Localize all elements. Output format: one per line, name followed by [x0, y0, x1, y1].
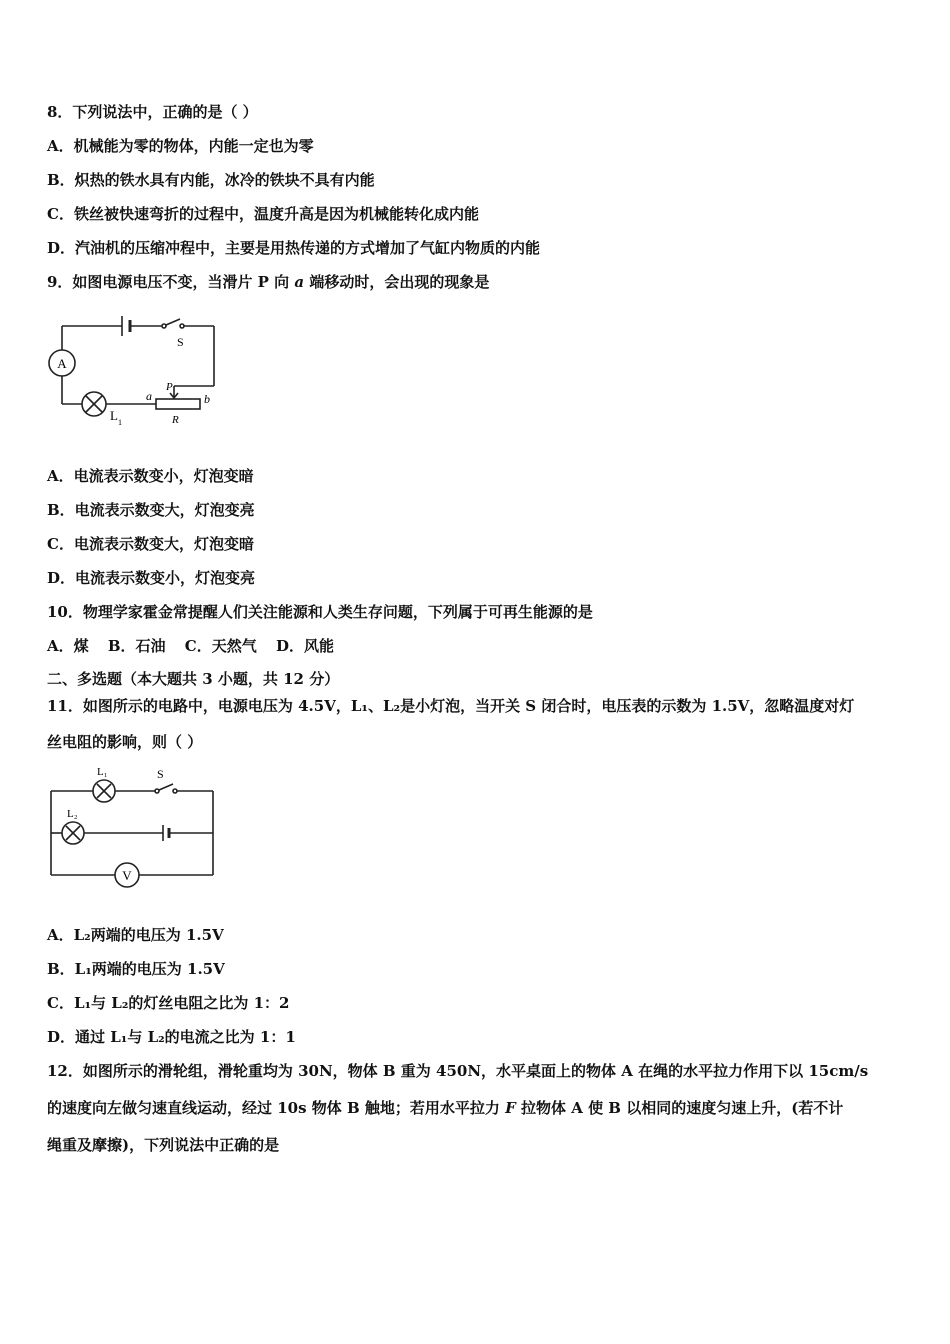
q9-ammeter-label: A [57, 356, 67, 371]
q12-line2-italic: F [505, 1099, 516, 1117]
q9-resistor-label: R [172, 414, 179, 426]
q8-stem: 8．下列说法中，正确的是（ ） [47, 103, 258, 121]
q8-option-d: D．汽油机的压缩冲程中，主要是用热传递的方式增加了气缸内物质的内能 [47, 239, 541, 257]
q11-switch-label: S [157, 767, 164, 781]
q9-option-c: C．电流表示数变大，灯泡变暗 [47, 535, 254, 553]
q8-option-c: C．铁丝被快速弯折的过程中，温度升高是因为机械能转化成内能 [47, 205, 479, 223]
q12-line2-suffix: 拉物体 A 使 B 以相同的速度匀速上升，(若不计 [515, 1099, 844, 1117]
q10-option-c: C．天然气 [184, 637, 257, 655]
q9-slider-label: P [166, 381, 173, 393]
q11-option-d: D．通过 L₁与 L₂的电流之比为 1：1 [47, 1028, 296, 1046]
q11-l2-label: L₂ [67, 808, 78, 820]
q11-stem-line1: 11．如图所示的电路中，电源电压为 4.5V，L₁、L₂是小灯泡，当开关 S 闭合时，电压表的示数为 1.5V，忽略温度对灯 [47, 697, 855, 715]
q9-circuit-figure [44, 306, 224, 432]
q11-option-c: C．L₁与 L₂的灯丝电阻之比为 1：2 [47, 994, 290, 1012]
q10-option-d: D．风能 [275, 637, 334, 655]
q9-lamp-label: L [110, 408, 118, 423]
q9-end-a: a [146, 389, 152, 403]
q8-option-a: A．机械能为零的物体，内能一定也为零 [47, 137, 314, 155]
q9-option-a: A．电流表示数变小，灯泡变暗 [47, 467, 254, 485]
q11-stem-line2: 丝电阻的影响，则（ ） [47, 733, 203, 751]
q11-option-a: A．L₂两端的电压为 1.5V [47, 926, 224, 944]
q9-option-d: D．电流表示数变小，灯泡变亮 [47, 569, 256, 587]
q9-stem-suffix: 端移动时，会出现的现象是 [304, 273, 490, 291]
q8-option-b: B．炽热的铁水具有内能，冰冷的铁块不具有内能 [47, 171, 375, 189]
q9-option-b: B．电流表示数变大，灯泡变亮 [47, 501, 255, 519]
q12-line2-prefix: 的速度向左做匀速直线运动，经过 10s 物体 B 触地；若用水平拉力 [47, 1099, 506, 1117]
q12-line1: 12．如图所示的滑轮组，滑轮重均为 30N，物体 B 重为 450N，水平桌面上的物体 A 在绳的水平拉力作用下以 15cm/s [47, 1062, 869, 1080]
q10-options [47, 636, 334, 656]
q11-option-b: B．L₁两端的电压为 1.5V [47, 960, 225, 978]
q12-line2 [47, 1098, 843, 1118]
q10-option-b: B．石油 [107, 637, 166, 655]
q9-stem-italic: a [294, 273, 305, 291]
q9-switch-label: S [177, 335, 184, 349]
section-2-title: 二、多选题（本大题共 3 小题，共 12 分） [47, 670, 340, 688]
q12-line3: 绳重及摩擦)，下列说法中正确的是 [47, 1136, 280, 1154]
q9-end-b: b [204, 392, 210, 406]
q10-option-a: A．煤 [47, 637, 89, 655]
q11-voltmeter-label: V [122, 868, 132, 883]
q11-circuit-figure [45, 763, 221, 893]
q10-stem: 10．物理学家霍金常提醒人们关注能源和人类生存问题，下列属于可再生能源的是 [47, 603, 593, 621]
q9-stem-prefix: 9．如图电源电压不变，当滑片 P 向 [47, 273, 295, 291]
q9-lamp-sub: 1 [118, 418, 122, 427]
q9-stem [47, 272, 489, 292]
q11-l1-label: L₁ [97, 766, 108, 778]
